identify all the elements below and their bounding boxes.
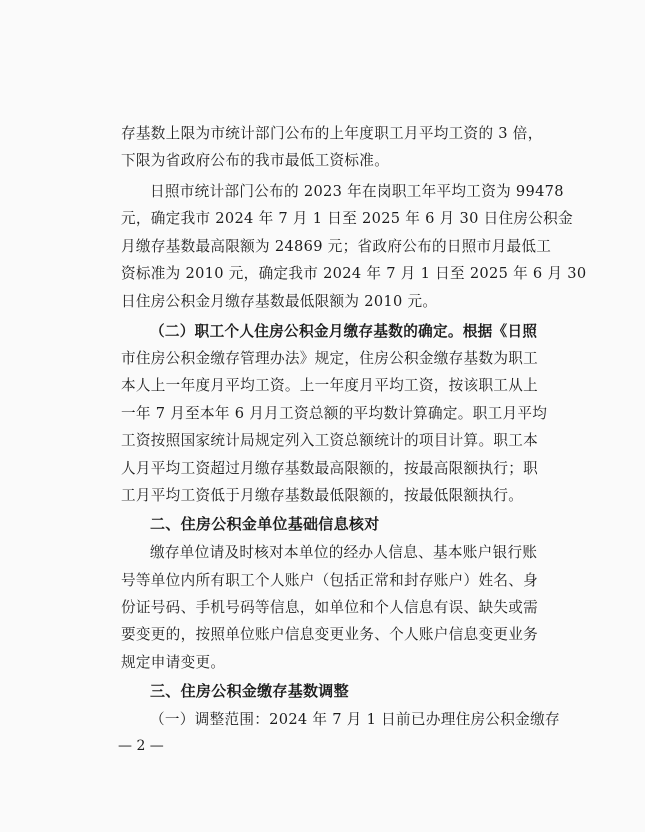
body-text-line: 号等单位内所有职工个人账户（包括正常和封存账户）姓名、身 <box>121 572 539 589</box>
body-text-line: 元，确定我市 2024 年 7 月 1 日至 2025 年 6 月 30 日住房公积金 <box>121 210 573 227</box>
section-heading: 三、住房公积金缴存基数调整 <box>150 682 349 700</box>
body-text-line: 日照市统计部门公布的 2023 年在岗职工年平均工资为 99478 <box>150 183 564 200</box>
body-text-line: 日住房公积金月缴存基数最低限额为 2010 元。 <box>121 293 438 310</box>
body-text-line: 工资按照国家统计局规定列入工资总额统计的项目计算。职工本 <box>121 432 539 449</box>
body-text-line: 缴存单位请及时核对本单位的经办人信息、基本账户银行账 <box>150 544 538 561</box>
body-text-line: 规定申请变更。 <box>121 654 226 671</box>
body-text-line: 下限为省政府公布的我市最低工资标准。 <box>121 152 390 169</box>
body-text-line: 工月平均工资低于月缴存基数最低限额的，按最低限额执行。 <box>121 487 524 504</box>
body-text-line: 月缴存基数最高限额为 24869 元；省政府公布的日照市月最低工 <box>121 238 552 255</box>
body-text-line: （一）调整范围：2024 年 7 月 1 日前已办理住房公积金缴存 <box>150 711 560 728</box>
body-text-line: 本人上一年度月平均工资。上一年度月平均工资，按该职工从上 <box>121 377 539 394</box>
page-number: — 2 — <box>118 738 164 754</box>
body-text-line: 市住房公积金缴存管理办法》规定，住房公积金缴存基数为职工 <box>121 350 539 367</box>
body-text-line: 存基数上限为市统计部门公布的上年度职工月平均工资的 3 倍， <box>121 125 543 142</box>
body-text-line: 人月平均工资超过月缴存基数最高限额的，按最高限额执行；职 <box>121 460 539 477</box>
body-text-line: 份证号码、手机号码等信息，如单位和个人信息有误、缺失或需 <box>121 599 539 616</box>
body-text-line: 一年 7 月至本年 6 月月工资总额的平均数计算确定。职工月平均 <box>121 405 548 422</box>
body-text-line: 要变更的，按照单位账户信息变更业务、个人账户信息变更业务 <box>121 626 539 643</box>
subsection-heading: （二）职工个人住房公积金月缴存基数的确定。根据《日照 <box>150 323 538 340</box>
section-heading: 二、住房公积金单位基础信息核对 <box>150 515 380 533</box>
body-text-line: 资标准为 2010 元，确定我市 2024 年 7 月 1 日至 2025 年 6 月 30 <box>121 265 587 282</box>
